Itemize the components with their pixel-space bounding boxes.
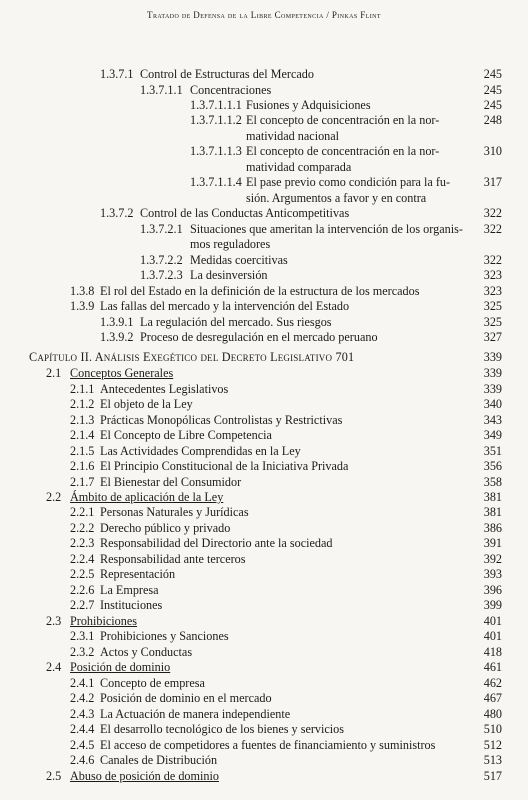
toc-entry-title: El pase previo como condición para la fu- [246, 175, 451, 190]
toc-entry-page: 381 [483, 490, 502, 504]
toc-entry-number: 2.3 [46, 613, 62, 628]
toc-entry-title: Representación [100, 567, 176, 582]
toc-entry [0, 690, 528, 706]
toc-entry-page: 322 [483, 221, 502, 236]
toc-entry-number: 2.2.2 [70, 520, 95, 535]
toc-entry-title: El desarrollo tecnológico de los bienes y servicios [100, 722, 345, 737]
toc-entry-title: Posición de dominio en el mercado [100, 691, 272, 706]
toc-entry-title: El acceso de competidores a fuentes de financiamiento y suministros [100, 737, 436, 752]
toc-entry-page: 356 [483, 459, 502, 473]
toc-entry [0, 706, 528, 722]
toc-entry-number: 2.1.5 [70, 443, 95, 458]
toc-entry-title: La desinversión [190, 268, 268, 283]
toc-entry-number: 1.3.7.2.1 [140, 221, 183, 236]
toc-entry-number: 2.1.3 [70, 412, 95, 427]
toc-entry-page: 323 [483, 283, 502, 298]
toc-entry-page: 245 [483, 82, 502, 97]
toc-entry-page: 339 [483, 381, 502, 396]
toc-entry [0, 721, 528, 737]
toc-entry-page: 401 [483, 613, 502, 628]
toc-entry [0, 381, 528, 397]
toc-entry-page: 381 [483, 505, 502, 520]
toc-entry [0, 427, 528, 443]
toc-entry [0, 628, 528, 644]
toc-entry [0, 396, 528, 412]
toc-entry [0, 582, 528, 598]
toc-entry-number: 2.4.3 [70, 706, 95, 721]
toc-entry [0, 365, 528, 381]
toc-entry-title: Control de Estructuras del Mercado [140, 67, 314, 81]
toc-entry [0, 205, 528, 221]
toc-entry [0, 236, 528, 252]
toc-entry-title: Antecedentes Legislativos [100, 381, 229, 396]
toc-entry-page: 480 [483, 706, 502, 721]
toc-entry [0, 613, 528, 629]
toc-entry-page: 393 [483, 567, 502, 582]
toc-entry-title: Actos y Conductas [100, 644, 193, 659]
toc-entry-page: 245 [483, 98, 502, 112]
toc-entry-number: 1.3.7.2.2 [140, 252, 183, 267]
toc-entry-title: Situaciones que ameritan la intervención de los organis- [190, 221, 463, 236]
toc-entry-page: 418 [483, 644, 502, 659]
toc-entry-title: Responsabilidad ante terceros [100, 551, 246, 566]
toc-entry-page: 510 [483, 722, 502, 737]
toc-entry-title: Ámbito de aplicación de la Ley [70, 490, 224, 504]
toc-entry-number: 1.3.7.1.1.3 [190, 144, 242, 159]
toc-entry-title: Concepto de empresa [100, 675, 205, 690]
toc-entry-title: El objeto de la Ley [100, 397, 193, 412]
toc-entry-title: Prohibiciones y Sanciones [100, 629, 229, 644]
toc-entry-title: Medidas coercitivas [190, 252, 288, 267]
toc-entry-title: El Principio Constitucional de la Iniciativa Privada [100, 459, 349, 473]
toc-entry-page: 467 [483, 691, 502, 706]
toc-entry [0, 474, 528, 490]
toc-entry-number: 2.5 [46, 768, 62, 783]
toc-entry-title: Personas Naturales y Jurídicas [100, 505, 249, 520]
toc-entry-title: matividad nacional [246, 128, 340, 143]
toc-entry-page: 396 [483, 582, 502, 597]
toc-entry [0, 298, 528, 314]
toc-entry-title: La Actuación de manera independiente [100, 706, 291, 721]
toc-entry-number: 1.3.9 [70, 299, 95, 314]
toc-entry-number: 2.3.2 [70, 644, 95, 659]
toc-entry [0, 159, 528, 175]
toc-entry [0, 597, 528, 613]
toc-entry-page: 245 [483, 67, 502, 81]
toc-entry-number: 1.3.9.2 [100, 330, 134, 345]
toc-entry-title: Abuso de posición de dominio [70, 768, 219, 783]
toc-entry-number: 2.2.1 [70, 505, 95, 520]
toc-entry [0, 535, 528, 551]
toc-entry-number: 1.3.7.1 [100, 67, 134, 81]
toc-entry-page: 513 [483, 753, 502, 768]
toc-entry-page: 392 [483, 551, 502, 566]
toc-entry [0, 329, 528, 345]
toc-entry-title: El concepto de concentración en la nor- [246, 113, 440, 128]
toc-entry-title: El Concepto de Libre Competencia [100, 428, 272, 442]
toc-entry [0, 267, 528, 283]
toc-entry-number: 1.3.7.2.3 [140, 268, 183, 283]
toc-entry-number: 2.2 [46, 490, 62, 504]
toc-entry-number: 2.4.1 [70, 675, 95, 690]
toc-entry [0, 412, 528, 428]
toc-entry-title: Posición de dominio [70, 660, 171, 675]
toc-entry-number: 2.1 [46, 366, 62, 381]
toc-entry-number: 2.3.1 [70, 629, 95, 644]
toc-entry-title: El concepto de concentración en la nor- [246, 144, 440, 159]
toc-entry-title: sión. Argumentos a favor y en contra [246, 190, 427, 205]
toc-entry-number: 2.4 [46, 660, 62, 675]
toc-entry-number: 2.1.4 [70, 428, 95, 442]
toc-entry-title: Instituciones [100, 598, 163, 613]
toc-entry-page: 512 [483, 737, 502, 752]
toc-entry-page: 401 [483, 629, 502, 644]
toc-entry [0, 128, 528, 144]
toc-entry-page: 461 [483, 660, 502, 675]
toc-entry-page: 386 [483, 520, 502, 535]
toc-entry-page: 317 [483, 175, 502, 190]
toc-entry-number: 2.4.6 [70, 753, 95, 768]
toc-entry-page: 310 [483, 144, 502, 159]
toc-entry-title: El Bienestar del Consumidor [100, 474, 242, 489]
toc-entry-title: Prácticas Monopólicas Controlistas y Restrictivas [100, 412, 343, 427]
toc-entry [0, 520, 528, 536]
toc-entry-title: La Empresa [100, 582, 159, 597]
toc-chapter-heading [0, 349, 528, 365]
toc-entry-number: 1.3.7.2 [100, 206, 134, 221]
toc-entry-number: 1.3.7.1.1 [140, 82, 183, 97]
toc-entry-page: 399 [483, 598, 502, 613]
toc-entry-title: mos reguladores [190, 237, 271, 252]
toc-entry-number: 2.1.2 [70, 397, 95, 412]
toc-entry [0, 737, 528, 753]
toc-entry-number: 2.4.4 [70, 722, 95, 737]
toc-entry-title: La regulación del mercado. Sus riesgos [140, 314, 332, 329]
toc-entry-number: 1.3.7.1.1.4 [190, 175, 242, 190]
toc-entry-number: 2.4.2 [70, 691, 95, 706]
toc-entry [0, 458, 528, 474]
toc-entry [0, 112, 528, 128]
toc-entry-number: 2.4.5 [70, 737, 95, 752]
toc-entry [0, 252, 528, 268]
toc-entry [0, 659, 528, 675]
toc-entry-number: 2.1.6 [70, 459, 95, 473]
toc-entry-number: 2.2.5 [70, 567, 95, 582]
toc-entry-title: matividad comparada [246, 159, 352, 174]
toc-entry-page: 358 [483, 474, 502, 489]
toc-entry-page: 322 [483, 252, 502, 267]
toc-entry-page: 391 [483, 536, 502, 551]
toc-entry-title: Derecho público y privado [100, 520, 231, 535]
toc-entry-number: 2.1.1 [70, 381, 95, 396]
toc-entry [0, 97, 528, 113]
toc-entry-page: 339 [483, 349, 502, 364]
toc-entry-number: 1.3.8 [70, 283, 95, 298]
toc-entry-title: Capítulo II. Análisis Exegético del Decreto Legislativo 701 [29, 349, 355, 364]
toc-entry [0, 143, 528, 159]
toc-entry [0, 551, 528, 567]
toc-entry-number: 2.2.4 [70, 551, 95, 566]
running-header: Tratado de Defensa de la Libre Competencia / Pinkas Flint [147, 10, 381, 20]
toc-entry-number: 1.3.9.1 [100, 314, 134, 329]
toc-entry [0, 566, 528, 582]
toc-entry [0, 174, 528, 190]
toc-entry-page: 339 [483, 366, 502, 381]
toc-entry-page: 325 [483, 314, 502, 329]
toc-entry [0, 675, 528, 691]
toc-entry-page: 351 [483, 443, 502, 458]
toc-entry [0, 768, 528, 784]
toc-entry-number: 2.1.7 [70, 474, 95, 489]
toc-entry-number: 2.2.7 [70, 598, 95, 613]
toc-entry-page: 248 [483, 113, 502, 128]
toc-entry-number: 1.3.7.1.1.2 [190, 113, 242, 128]
toc-entry-title: Conceptos Generales [70, 366, 174, 381]
toc-entry [0, 644, 528, 660]
toc-entry-page: 323 [483, 268, 502, 283]
toc-entry-page: 349 [483, 428, 502, 442]
toc-entry [0, 66, 528, 82]
toc-entry [0, 283, 528, 299]
toc-entry-page: 325 [483, 299, 502, 314]
toc-entry-title: Proceso de desregulación en el mercado peruano [140, 330, 378, 345]
toc-entry-title: Las fallas del mercado y la intervención del Estado [100, 299, 350, 314]
toc-entry-number: 2.2.3 [70, 536, 95, 551]
toc-entry [0, 82, 528, 98]
toc-entry [0, 314, 528, 330]
toc-entry-title: Canales de Distribución [100, 753, 218, 768]
toc-entry-page: 343 [483, 412, 502, 427]
toc-entry [0, 190, 528, 206]
toc-entry-page: 340 [483, 397, 502, 412]
toc-entry-title: Control de las Conductas Anticompetitivas [140, 206, 350, 221]
toc-entry-title: Responsabilidad del Directorio ante la sociedad [100, 536, 333, 551]
toc-entry-page: 322 [483, 206, 502, 221]
toc-entry-title: Prohibiciones [70, 613, 138, 628]
toc-entry-title: El rol del Estado en la definición de la estructura de los mercados [100, 283, 420, 298]
toc-entry [0, 443, 528, 459]
toc-entry-page: 517 [483, 768, 502, 783]
toc-entry [0, 489, 528, 505]
toc-entry-page: 462 [483, 675, 502, 690]
toc-entry [0, 752, 528, 768]
toc-entry-title: Concentraciones [190, 82, 272, 97]
toc-entry-title: Fusiones y Adquisiciones [246, 98, 371, 112]
toc-entry [0, 221, 528, 237]
toc-entry-number: 2.2.6 [70, 582, 95, 597]
toc-entry-title: Las Actividades Comprendidas en la Ley [100, 443, 301, 458]
toc-entry-page: 327 [483, 330, 502, 345]
toc-entry-number: 1.3.7.1.1.1 [190, 98, 242, 112]
toc-entry [0, 504, 528, 520]
